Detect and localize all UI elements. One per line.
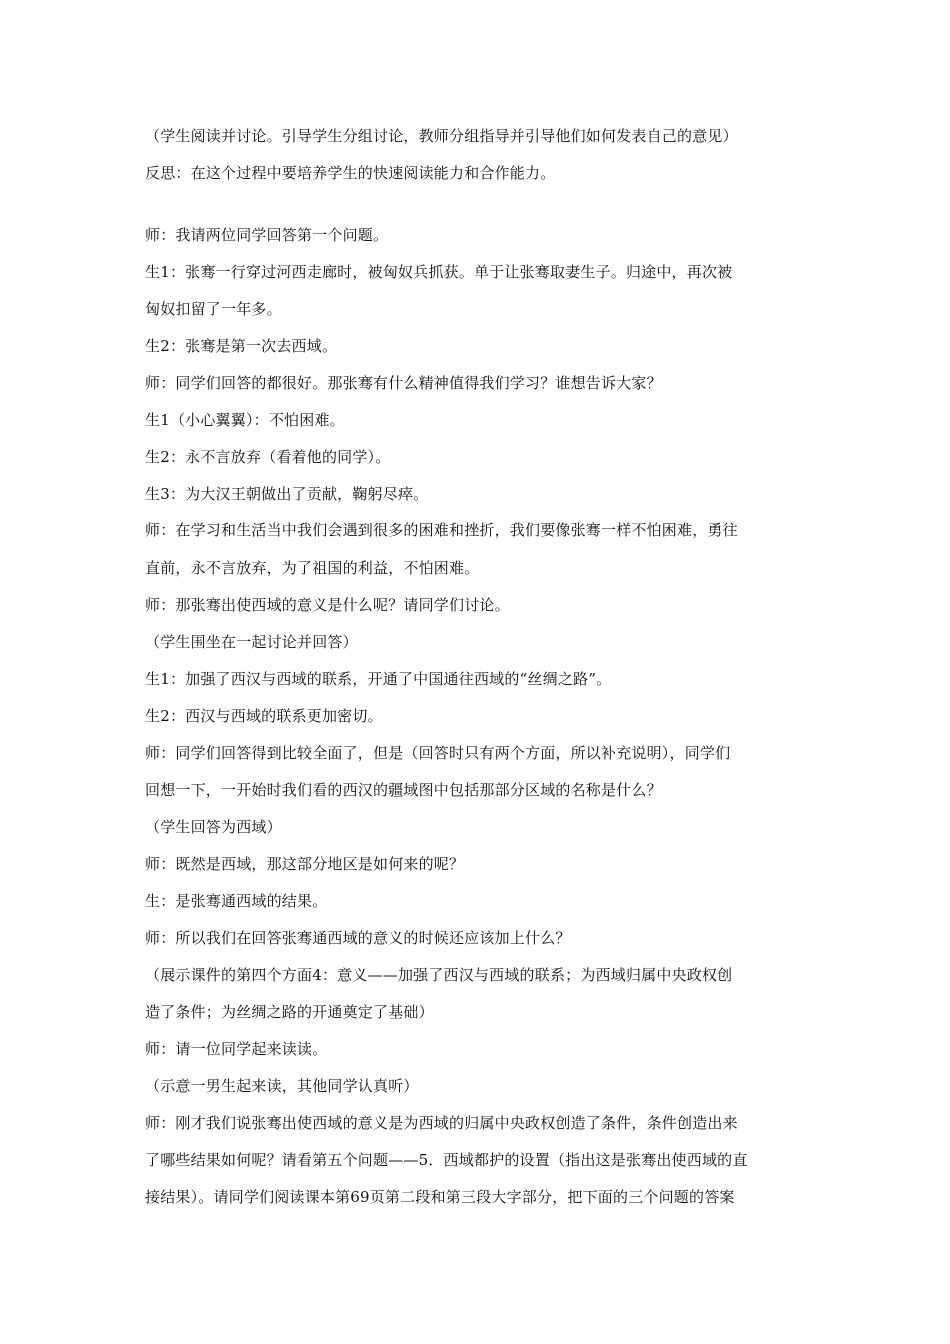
text-line: 直前，永不言放弃，为了祖国的利益，不怕困难。 (145, 559, 480, 577)
text-line: 生1：张骞一行穿过河西走廊时，被匈奴兵抓获。单于让张骞取妻生子。归途中，再次被 (145, 263, 733, 281)
text-line: 师：同学们回答的都很好。那张骞有什么精神值得我们学习？谁想告诉大家？ (145, 374, 662, 392)
text-line: （学生阅读并讨论。引导学生分组讨论，教师分组指导并引导他们如何发表自己的意见） (145, 127, 738, 145)
text-line: 接结果）。请同学们阅读课本第69页第二段和第三段大字部分，把下面的三个问题的答案 (145, 1188, 735, 1206)
text-line: 生1：加强了西汉与西域的联系，开通了中国通往西域的“丝绸之路”。 (145, 670, 612, 688)
text-line: 匈奴扣留了一年多。 (145, 300, 282, 318)
text-line: 师：我请两位同学回答第一个问题。 (145, 226, 389, 244)
text-line: 师：既然是西域，那这部分地区是如何来的呢？ (145, 855, 465, 873)
text-line: 生：是张骞通西域的结果。 (145, 892, 328, 910)
text-line: （学生围坐在一起讨论并回答） (145, 633, 358, 651)
text-line: 生2：永不言放弃（看着他的同学）。 (145, 448, 391, 466)
text-line: 生2：西汉与西域的联系更加密切。 (145, 707, 383, 725)
text-line: 生2：张骞是第一次去西域。 (145, 337, 338, 355)
text-line: 师：在学习和生活当中我们会遇到很多的困难和挫折，我们要像张骞一样不怕困难，勇往 (145, 521, 738, 539)
text-line: 造了条件；为丝绸之路的开通奠定了基础） (145, 1003, 434, 1021)
text-line: 师：同学们回答得到比较全面了，但是（回答时只有两个方面，所以补充说明），同学们 (145, 744, 731, 762)
text-line: 师：所以我们在回答张骞通西域的意义的时候还应该加上什么？ (145, 929, 571, 947)
text-line: 师：请一位同学起来读读。 (145, 1040, 328, 1058)
text-line: 反思：在这个过程中要培养学生的快速阅读能力和合作能力。 (145, 164, 556, 182)
text-line: 师：刚才我们说张骞出使西域的意义是为西域的归属中央政权创造了条件，条件创造出来 (145, 1114, 738, 1132)
text-line: 了哪些结果如何呢？请看第五个问题——5．西域都护的设置（指出这是张骞出使西域的直 (145, 1151, 748, 1169)
text-line: 生3：为大汉王朝做出了贡献，鞠躬尽瘁。 (145, 485, 429, 503)
text-line: 回想一下，一开始时我们看的西汉的疆域图中包括那部分区域的名称是什么？ (145, 781, 662, 799)
text-line: （展示课件的第四个方面4：意义——加强了西汉与西域的联系；为西域归属中央政权创 (145, 966, 733, 984)
text-line: （学生回答为西域） (145, 818, 282, 836)
text-line: 师：那张骞出使西域的意义是什么呢？请同学们讨论。 (145, 596, 510, 614)
text-line: （示意一男生起来读，其他同学认真听） (145, 1077, 419, 1095)
text-line: 生1（小心翼翼）：不怕困难。 (145, 411, 345, 429)
